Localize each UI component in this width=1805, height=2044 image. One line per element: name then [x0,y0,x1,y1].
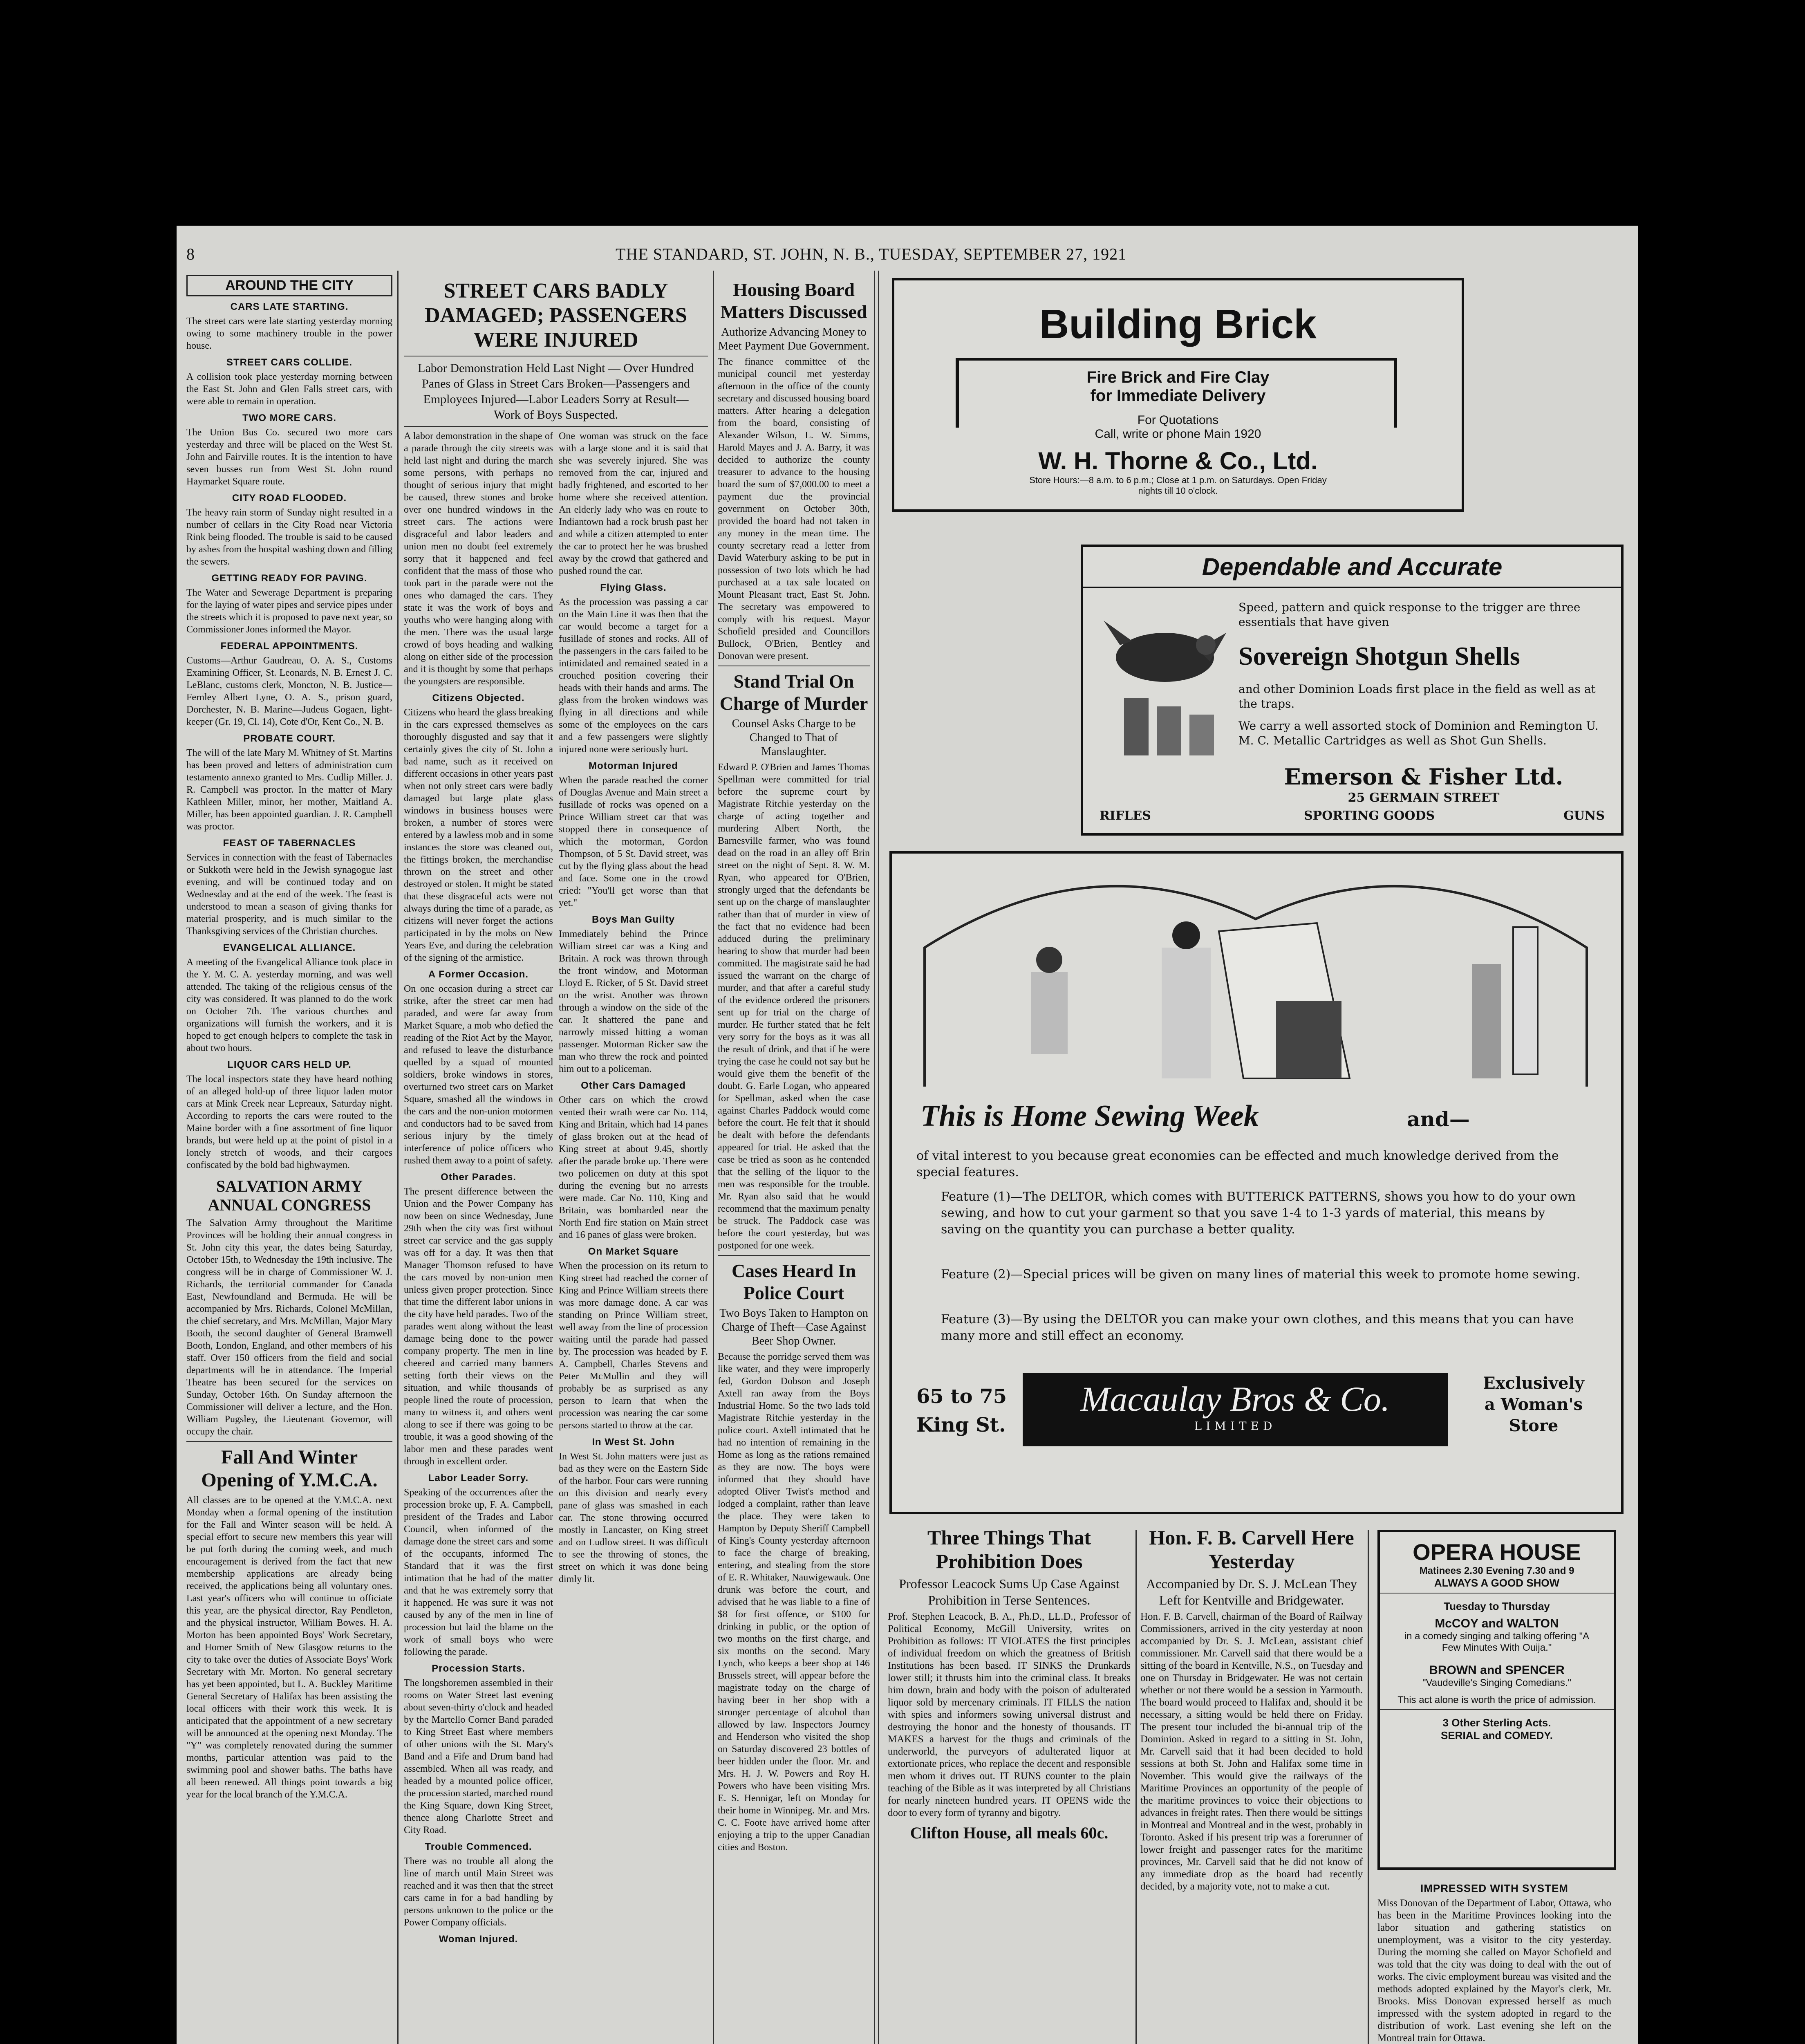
article-paragraph: There was no trouble all along the line of march until Main Street was reached and it was then that the street cars came in for a bad handling by persons unknown to the police or the Power Company officials. [404,1856,553,1928]
ymca-article: All classes are to be opened at the Y.M.C.A. next Monday when a formal opening of the institution for the Fall and Winter season will be held. A special effort to secure new members this year will be put forth during the coming week, and much encouragement is derived from the fact that new membership applications are already being received, the applications being all voluntary ones. Last year's officers who will continue to officiate this year, are the physical director, Ray Pendleton, and the physical instructor, William Bowes. H. A. Morton has been appointed Boys' Work Secretary, and Homer Smith of New Glasgow returns to the city to take over the duties of Associate Boys' Work Secretary with Mr. Morton. No general secretary has yet been appointed, but L. A. Buckley Maritime General Secretary of Halifax has been assisting the local officers with their work this week. It is anticipated that the appointment of a new secretary will be announced at the opening next Monday. The "Y" was completely renovated during the summer months, particular attention was paid to the swimming pool and shower baths. The baths have all been renewed. All things point towards a big year for the local branch of the Y.M.C.A. [186,1495,392,1800]
ad-limited: LIMITED [1194,1419,1276,1433]
subhead: Other Parades. [441,1172,516,1183]
article-paragraph: Citizens who heard the glass breaking in the cars expressed themselves as thoroughly disgusted and say that it certainly gives the city of St. John a bad name, such as it received on different occasions in other years past when not only street cars were badly damaged but large plate glass windows in business houses were broken, a number of stores were entered by a lawless mob and in some instances the store was cleaned out, the fittings broken, the merchandise thrown on the street and other destroyed or stolen. It might be stated that these disgraceful acts were not always during the time of a parade, as citizens will never forget the actions participated in by the mobs on New Years Eve, and during the celebration of the signing of the armistice. [404,707,553,963]
article-paragraph: When the parade reached the corner of Douglas Avenue and Main street a fusillade of rocks was opened on a Prince William street car that was stopped there in consequence of which the motorman, Gordon Thompson, of 5 St. David street, was cut by the flying glass about the head and face. Some one in the crowd cried: "You'll get worse than that yet." [559,775,708,908]
ad-category: GUNS [1563,809,1605,823]
prohibition-headline: Three Things That Prohibition Does [927,1526,1091,1573]
impressed-headline: IMPRESSED WITH SYSTEM [1420,1882,1568,1894]
ad-motto: ALWAYS A GOOD SHOW [1434,1577,1560,1589]
street-cars-col-b [559,430,708,1948]
ad-firm: Emerson & Fisher Ltd. [1284,764,1563,790]
murder-deck: Counsel Asks Charge to be Changed to That of Manslaughter. [732,717,856,758]
ad-notice: This act alone is worth the price of admission. [1397,1694,1596,1706]
article-paragraph: One woman was struck on the face with a large stone and it is said that she was severely injured. She was removed from the car, injured and badly frightened, and escorted to her home where she received attention. An elderly lady who was en route to Indiantown had a rock brush past her and while a citizen attempted to enter the car to protect her he was brushed away by the crowd that gathered and pushed round the car. [559,431,708,576]
carvell-headline: Hon. F. B. Carvell Here Yesterday [1149,1526,1354,1573]
slogan-line: a Woman's [1484,1395,1583,1414]
carvell-story [1140,1522,1363,2044]
ad-act-desc: "Vaudeville's Singing Comedians." [1422,1677,1572,1688]
article-paragraph: Immediately behind the Prince William street car was a King and Britain. A rock was thrown through the front window, and Motorman Lloyd E. Ricker, of 5 St. David street on the wrist. Another was thrown through a window on the side of the car. It shattered the pane and narrowly missed hitting a woman passenger. Motorman Ricker saw the man who threw the rock and pointed him out to a policeman. [559,929,708,1074]
brief-headline: PROBATE COURT. [243,733,336,744]
ad-intro: Speed, pattern and quick response to the trigger are three essentials that have given [1238,601,1581,629]
brief-body: Services in connection with the feast of Tabernacles or Sukkoth were held in the Jewish synagogue last evening, and will be continued today and on Wednesday and at the end of the week. The feast is understood to mean a season of giving thanks for material prosperity, and is much similar to the Thanksgiving services of the Christian churches. [186,852,392,937]
ad-text: We carry a well assorted stock of Dominion and Remington U. M. C. Metallic Cartridges as well as Shot Gun Shells. [1238,719,1599,747]
impressed-story [1377,1877,1611,2044]
column-rule [878,271,879,2044]
article-paragraph: Other cars on which the crowd vented their wrath were car No. 114, King and Britain, which had 14 panes of glass broken out at the head of King street at about 9.45, shortly after the parade broke up. There were two policemen on duty at this spot during the evening but no arrests were made. Car No. 110, King and Britain, was bombarded near the North End fire station on Main street and 16 panes of glass were broken. [559,1095,708,1240]
section-title: AROUND THE CITY [186,275,392,296]
ad-title: Building Brick [1039,301,1317,347]
ad-times: Matinees 2.30 Evening 7.30 and 9 [1419,1565,1574,1576]
divider [1380,1593,1614,1594]
page-number: 8 [186,245,195,263]
street-cars-headline: STREET CARS BADLY DAMAGED; PASSENGERS WERE INJURED [425,279,687,352]
ad-days: Tuesday to Thursday [1444,1600,1550,1612]
prohibition-story [888,1522,1131,2044]
subhead: In West St. John [592,1437,675,1448]
ad-act: McCOY and WALTON [1435,1617,1559,1630]
brief-body: A collision took place yesterday morning between the East St. John and Glen Falls street cars, with were able to remain in operation. [186,372,392,407]
ad-title: OPERA HOUSE [1413,1539,1581,1565]
brief-headline: LIQUOR CARS HELD UP. [227,1059,352,1070]
brief-headline: CARS LATE STARTING. [230,301,349,312]
police-court-article: Because the porridge served them was like water, and they were improperly fed, Gordon Dobson and Joseph Axtell ran away from the Boys Industrial Home. So the two lads told Magistrate Ritchie yesterday in the police court. Axtell intimated that he had no intention of remaining in the Home as long as the rations remained as they are now. The boys were informed that they should have adopted Oliver Twist's method and lodged a complaint, rather than leave the place. They were taken to Hampton by Deputy Sheriff Campbell of King's County yesterday afternoon to face the charge of breaking, entering, and stealing from the store of E. R. Whitaker, Nauwigewauk. One drunk was before the court, and advised that he was liable to a fine of $8 for first offence, or $100 for drinking in public, or the option of two months on the first charge, and six months on the second. Mary Lynch, who keeps a beer shop at 146 Brussels street, will appear before the magistrate today on the charge of having beer in her shop with a stronger percentage of alcohol than allowed by law. Inspectors Journey and Henderson who visited the shop on Saturday discovered 23 bottles of beer hidden under the floor. Mr. and Mrs. H. J. W. Powers and Roy H. Powers who have been visiting Mrs. E. S. Hennigar, left on Monday for their home in Winnipeg. Mr. and Mrs. C. C. Foote have arrived home after enjoying a trip to the upper Canadian cities and Boston. [718,1351,870,1853]
ad-feature: Feature (1)—The DELTOR, which comes with BUTTERICK PATTERNS, shows you how to do your own sewing, and how to cut your garment so that you save 1-4 to 1-3 yards of material, this means by saving on the quantity you can purchase a better quality. [941,1190,1576,1237]
street-cars-deck: Labor Demonstration Held Last Night — Over Hundred Panes of Glass in Street Cars Broken—Passengers and Employees Injured—Labor Leaders Sorry at Result—Work of Boys Suspected. [418,361,694,421]
column-around-the-city [186,275,392,2044]
subhead: Motorman Injured [589,760,678,771]
subhead: Boys Man Guilty [591,914,675,925]
housing-headline: Housing Board Matters Discussed [720,279,867,322]
ad-category: SPORTING GOODS [1304,809,1435,823]
ad-rule [956,358,959,428]
sovereign-shells-ad [1081,545,1624,836]
ad-category: RIFLES [1100,809,1151,823]
police-court-deck: Two Boys Taken to Hampton on Charge of Theft—Case Against Beer Shop Owner. [719,1307,868,1347]
brief-body: Customs—Arthur Gaudreau, O. A. S., Customs Examining Officer, St. Leonards, N. B. Ernest J. C. LeBlanc, customs clerk, Moncton, N. B. Justice—Fernley Albert Lyne, O. A. S., prison guard, Dorchester, N. B. Marine—Judeus Gogaen, light-keeper (Gr. 19, Cl. 14), Cote d'Or, Kent Co., N. B. [186,655,392,727]
column-four [718,275,870,2044]
murder-headline: Stand Trial On Charge of Murder [719,671,868,714]
housing-article: The finance committee of the municipal council met yesterday afternoon in the office of the county secretary and discussed housing board matters. After hearing a delegation from the board, consisting of Alexander Wilson, L. W. Simms, Harold Mayes and J. A. Barry, it was decided to authorize the county treasurer to advance to the housing board the sum of $7,000.00 to meet a payment due the provincial government on October 30th, provided the board had not taken in any money in the mean time. The county secretary read a letter from David Waterbury asking to be put in possession of two lots which he had purchased at a tax sale located on Mount Pleasant tract, East St. John. The secretary was empowered to comply with his request. Mayor Schofield presided and Councillors Bullock, O'Brien, Bentley and Donovan were present. [718,356,870,661]
brief-headline: FEDERAL APPOINTMENTS. [220,641,358,652]
street-cars-story [404,275,708,2044]
ad-act: BROWN and SPENCER [1429,1663,1565,1677]
ad-address: King St. [916,1414,1006,1437]
ad-firm: Macaulay Bros & Co. [1080,1379,1390,1419]
street-cars-body [404,430,708,1948]
duck-illustration-icon [1095,596,1230,760]
brief-headline: STREET CARS COLLIDE. [226,357,352,368]
brief-body: The will of the late Mary M. Whitney of St. Martins has been proved and letters of administration cum testamento annexo granted to Mrs. Cudlip Miller. J. R. Campbell was proctor. In the matter of Mary Kathleen Miller, minor, her mother, Maitland A. Miller, has been appointed guardian. J. R. Campbell was proctor. [186,748,392,832]
ad-hours: Store Hours:—8 a.m. to 6 p.m.; Close at 1 p.m. on Saturdays. Open Friday nights till 10 o'clock. [1029,475,1327,496]
running-header [186,244,1625,265]
column-rule [1368,1530,1369,2044]
brief-headline: CITY ROAD FLOODED. [232,493,347,504]
subhead: On Market Square [588,1246,679,1257]
street-cars-col-a [404,430,553,1948]
ad-line: Fire Brick and Fire Clay [1086,368,1270,386]
article-paragraph: A labor demonstration in the shape of a parade through the city streets was held last night and during the march some persons, with perhaps no thought of serious injury that might be caused, threw stones and broke over one hundred windows in the street cars. The actions were disgraceful and labor leaders and union men no doubt feel extremely sorry that it happened and feel confident that the mass of those who took part in the parade were not the ones who damaged the cars. They state it was the work of boys and youths who were hanging along with the men. There was the usual large crowd of boys heading and walking along on either side of the procession and it is thought by some that perhaps the youngsters are responsible. [404,431,553,687]
ad-feature: Feature (2)—Special prices will be given on many lines of material this week to promote home sewing. [941,1267,1581,1282]
brief-headline: GETTING READY FOR PAVING. [211,573,367,584]
divider [1380,1709,1614,1710]
subhead: Woman Injured. [439,1934,518,1945]
newspaper-page [177,226,1638,2044]
brief-body: The street cars were late starting yesterday morning owing to some machinery trouble in the power house. [186,316,392,351]
article-paragraph: The longshoremen assembled in their rooms on Water Street last evening about seven-thirty o'clock and headed by the Martello Corner Band paraded to King Street East where members of other unions with the St. Mary's Band and a Fife and Drum band had assembled. When all was ready, and headed by a mounted police officer, the procession started, marched round the King Square, down King Street, thence along Charlotte Street and City Road. [404,1678,553,1836]
subhead: Procession Starts. [432,1663,525,1674]
slogan-line: Exclusively [1483,1374,1584,1393]
impressed-article: Miss Donovan of the Department of Labor, Ottawa, who has been in the Maritime Provinces looking into the labor situation and gathering statistics on unemployment, was a visitor to the city yesterday. During the morning she called on Mayor Schofield and was told that the city was doing to deal with the out of works. The civic employment bureau was visited and the methods adopted explained by the Mayor's clerk, Mr. Brooks. Miss Donovan expressed herself as much impressed with the system adopted in regard to the distribution of work. Last evening she left on the Montreal train for Ottawa. [1377,1898,1611,2044]
article-paragraph: As the procession was passing a car on the Main Line it was then that the car would become a target for a fusillade of stones and rocks. All of the passengers in the cars failed to be intimidated and remained seated in a crouched position covering their heads with their hands and arms. The glass from the broken windows was flying in all directions and while some of the employees on the cars and a few passengers were slightly injured none were seriously hurt. [559,597,708,755]
ad-act-desc: in a comedy singing and talking offering "A Few Minutes With Ouija." [1404,1631,1590,1653]
ad-title: Dependable and Accurate [1083,547,1621,588]
clifton-house-ad: Clifton House, all meals 60c. [910,1824,1109,1842]
dateline: THE STANDARD, ST. JOHN, N. B., TUESDAY, SEPTEMBER 27, 1921 [616,245,1127,263]
ad-brand: Sovereign Shotgun Shells [1238,641,1520,670]
ymca-headline: Fall And Winter Opening of Y.M.C.A. [201,1446,378,1491]
brief-body: A meeting of the Evangelical Alliance took place in the Y. M. C. A. yesterday morning, and was well attended. The taking of the religious census of the city was considered. It was planned to do the work on October 7th. The various churches and organizations will furnish the workers, and it is hoped to get enough helpers to complete the task in about two hours. [186,957,392,1053]
home-sewing-week-ad [889,851,1624,1514]
sewing-scene-illustration-icon [908,866,1603,1087]
article-paragraph: When the procession on its return to King street had reached the corner of King and Prince William streets there was more damage done. A car was standing on Prince William street, well away from the line of procession waiting until the parade had passed by. The procession was headed by F. A. Campbell, Charles Stevens and Peter McMullin and they will probably be as surprised as any person to learn that when the procession was nearing the car some persons started to throw at the car. [559,1261,708,1431]
ad-and: and— [1407,1107,1470,1131]
salvation-army-article: The Salvation Army throughout the Maritime Provinces will be holding their annual congress in St. John city this year, the dates being Saturday, October 15th, to Wednesday the 19th inclusive. The congress will be in charge of Commissioner W. J. Richards, the territorial commander for Canada East, Newfoundland and Bermuda. He will be accompanied by Mrs. Richards, Colonel McMillan, the chief secretary, and Mrs. McMillan, Major Mary Booth, the second daughter of General Bramwell Booth, London, England, and other members of his staff. Over 150 officers from the field and social departments will be in attendance. The Imperial Theatre has been secured for the services on Sunday, October 16th. On Sunday afternoon the Commissioner will deliver a lecture, and the Hon. William Pugsley, the Lieutenant Governor, will occupy the chair. [186,1218,392,1437]
ad-firm: W. H. Thorne & Co., Ltd. [1038,447,1318,475]
brief-body: The Union Bus Co. secured two more cars yesterday and three will be placed on the West St. John and Fairville routes. It is the intention to have seven busses run from West St. John round Haymarket Square route. [186,427,392,487]
column-rule [713,271,714,2044]
article-paragraph: In West St. John matters were just as bad as they were on the Eastern Side of the harbor. Four cars were running on this division and nearly every pane of glass was smashed in each car. The stone throwing occurred mostly in Lancaster, on King street and on Ludlow street. It was difficult to see the throwing of stones, the street on which it was done being dimly lit. [559,1451,708,1585]
ad-line: for Immediate Delivery [1090,387,1266,405]
subhead: Trouble Commenced. [425,1841,532,1852]
subhead: A Former Occasion. [428,969,529,980]
ad-line: For Quotations [1137,413,1219,427]
prohibition-article: Prof. Stephen Leacock, B. A., Ph.D., LL.D., Professor of Political Economy, McGill University, writes on Prohibition as follows: IT VIOLATES the first principles of individual freedom on which the greatness of British Institutions has been based. IT SINKS the Drunkards lower still; it thrusts him into the criminal class. It breaks him down, brain and body with the poison of adulterated liquor sold by mercenary criminals. IT FILLS the nation with spies and informers sowing universal distrust and destroying the honor and the honesty of thousands. IT MAKES a harvest for the thugs and criminals of the underworld, the purveyors of adulterated liquor at extortionate prices, who replace the decent and responsible men whom it drives out. IT RUNS counter to the plain teaching of the Bible as it was interpreted by all Christians for nearly nineteen hundred years. IT OPENS wide the door to every form of tyranny and bigotry. [888,1611,1131,1818]
ad-rule [1394,358,1397,428]
carvell-deck: Accompanied by Dr. S. J. McLean They Left for Kentville and Bridgewater. [1146,1576,1357,1607]
brief-headline: EVANGELICAL ALLIANCE. [223,942,356,953]
brief-body: The heavy rain storm of Sunday night resulted in a number of cellars in the City Road near Victoria Rink being flooded. The trouble is said to be caused by ashes from the hospital washing down and filling the sewers. [186,507,392,567]
divider [186,1441,392,1442]
column-rule [874,271,875,2044]
article-paragraph: Speaking of the occurrences after the procession broke up, F. A. Campbell, president of the Trades and Labor Council, when informed of the damage done the street cars and some of the occupants, informed The Standard that it was the first intimation that he had of the matter and that he was extremely sorry that it happened. He was sure it was not caused by any of the men in line of procession but laid the blame on the work of small boys who were following the parade. [404,1487,553,1657]
column-rule [1135,1530,1137,2044]
murder-article: Edward P. O'Brien and James Thomas Spellman were committed for trial before the supreme court by Magistrate Ritchie yesterday on the charge of acting together and murdering Albert North, the Barnesville farmer, who was found dead on the road in an alley off Brin street on the night of Sept. 8. W. M. Ryan, who appeared for O'Brien, strongly urged that the defendants be sent up on the charge of manslaughter rather than that of murder in view of the fact that no evidence had been adduced during the preliminary hearing to show that murder had been committed. The magistrate said he had issued the warrant on the charge of murder, and that after a careful study of the evidence ordered the prisoners sent up for trial on the charge of murder. He further stated that he felt very sorry for the boys as it was all the result of drink, and that if he were trying the case he could not say but he would give them the benefit of the doubt. G. Earle Logan, who appeared for Spellman, asked when the case against Charles Paddock would come before the court. He felt that it should be dealt with before the defendants appeared for trial. He asked that the case be tried as soon as he contended that the selling of the liquor to the men was responsible for the trouble. Mr. Ryan also said that he would recommend that the maximum penalty be struck. The Paddock case was before the court yesterday, but was postponed for one week. [718,762,870,1251]
subhead: Other Cars Damaged [581,1080,686,1091]
subhead: Flying Glass. [600,582,667,593]
opera-house-ad [1377,1530,1616,1870]
slogan-line: Store [1509,1416,1559,1435]
brief-body: The Water and Sewerage Department is preparing for the laying of water pipes and service pipes under the streets which it is proposed to pave next year, so Commissioner Jones informed the Mayor. [186,587,392,635]
divider [404,426,708,427]
article-paragraph: On one occasion during a street car strike, after the street car men had paraded, and were far away from Market Square, a mob who defied the reading of the Riot Act by the Mayor, and refused to leave the disturbance quelled by a squad of mounted soldiers, broke windows in stores, overturned two street cars on Market Square, smashed all the windows in the cars and the non-union motormen and conductors had to be saved from serious injury by the timely interference of police officers who rushed them away to a point of safety. [404,984,553,1166]
ad-address: 25 GERMAIN STREET [1348,791,1500,805]
ad-line: Call, write or phone Main 1920 [1095,427,1261,441]
ad-intro: of vital interest to you because great economies can be effected and much knowledge derived from the special features. [916,1149,1559,1179]
prohibition-deck: Professor Leacock Sums Up Case Against Prohibition in Terse Sentences. [899,1576,1120,1607]
salvation-army-headline: SALVATION ARMY ANNUAL CONGRESS [208,1177,371,1214]
police-court-headline: Cases Heard In Police Court [731,1260,856,1303]
carvell-article: Hon. F. B. Carvell, chairman of the Board of Railway Commissioners, arrived in the city yesterday at noon accompanied by Dr. S. J. McLean, assistant chief commissioner. Mr. Carvell said that there would be a sitting of the board in Kentville, N.S., on Tuesday and one on Thursday in Bridgewater. He was not certain whether or not there would be a session in Yarmouth. The board would proceed to Halifax and, should it be necessary, a sitting would be held there on Friday. The present tour included the bi-annual trip of the Dominion. Asked in regard to a sitting in St. John, Mr. Carvell said that it had been decided to hold sessions at both St. John and Halifax some time in November. This would give the railways of the Maritime Provinces an opportunity of the people of the maritime provinces to voice their objections to advances in freight rates. Then there would be sittings in Montreal and Montreal and in the west, probably in Toronto. Asked if his present trip was a forerunner of lower freight and passenger rates for the maritime provinces, Mr. Carvell said that he did not know of any immediate drop as the board had recently decided, by a majority vote, not to make a cut. [1140,1611,1363,1892]
brief-headline: FEAST OF TABERNACLES [223,838,356,849]
building-brick-ad [892,278,1464,512]
column-rule [397,271,399,2044]
ad-address: 65 to 75 [916,1385,1007,1408]
ad-feature: Feature (3)—By using the DELTOR you can make your own clothes, and this means that you can have many more and still effect an economy. [941,1312,1574,1343]
brief-headline: TWO MORE CARS. [242,412,336,424]
housing-deck: Authorize Advancing Money to Meet Payment Due Government. [718,326,870,352]
article-paragraph: The present difference between the Union and the Power Company has now been on since Wednesday, June 29th when the city was first without street car service and the gas supply was off for a day. It was then that Manager Thomson refused to have the cars moved by non-union men unless given proper protection. Since that time the different labor unions in the city have held parades. Two of the parades went along without the least damage being done to the power company property. The men in line cheered and carried many banners setting forth their views on the situation, and while thousands of people lined the route of procession, many to witness it, and others went along to see if there was going to be trouble, it was a good showing of the labor men and these parades went through in excellent order. [404,1186,553,1467]
ad-extra: SERIAL and COMEDY. [1440,1729,1553,1741]
macaulay-logo [1023,1373,1448,1446]
ad-title: This is Home Sewing Week [920,1099,1259,1133]
ad-extra: 3 Other Sterling Acts. [1442,1717,1551,1729]
subhead: Citizens Objected. [432,693,525,704]
divider [718,1255,870,1256]
news-briefs [186,301,392,1171]
subhead: Labor Leader Sorry. [428,1472,529,1484]
ad-slogan [1464,1373,1603,1437]
brief-body: The local inspectors state they have heard nothing of an alleged hold-up of three liquor laden motor cars at Mink Creek near Lepreaux, Saturday night. According to reports the cars were routed to the Maine border with a fine assortment of fine liquor brands, but were held up at the point of pistol in a lonely stretch of woods, and their cargoes confiscated by the bold bad highwaymen. [186,1074,392,1170]
ad-rule [956,358,1397,361]
ad-text: and other Dominion Loads first place in the field as well as at the traps. [1238,682,1596,710]
